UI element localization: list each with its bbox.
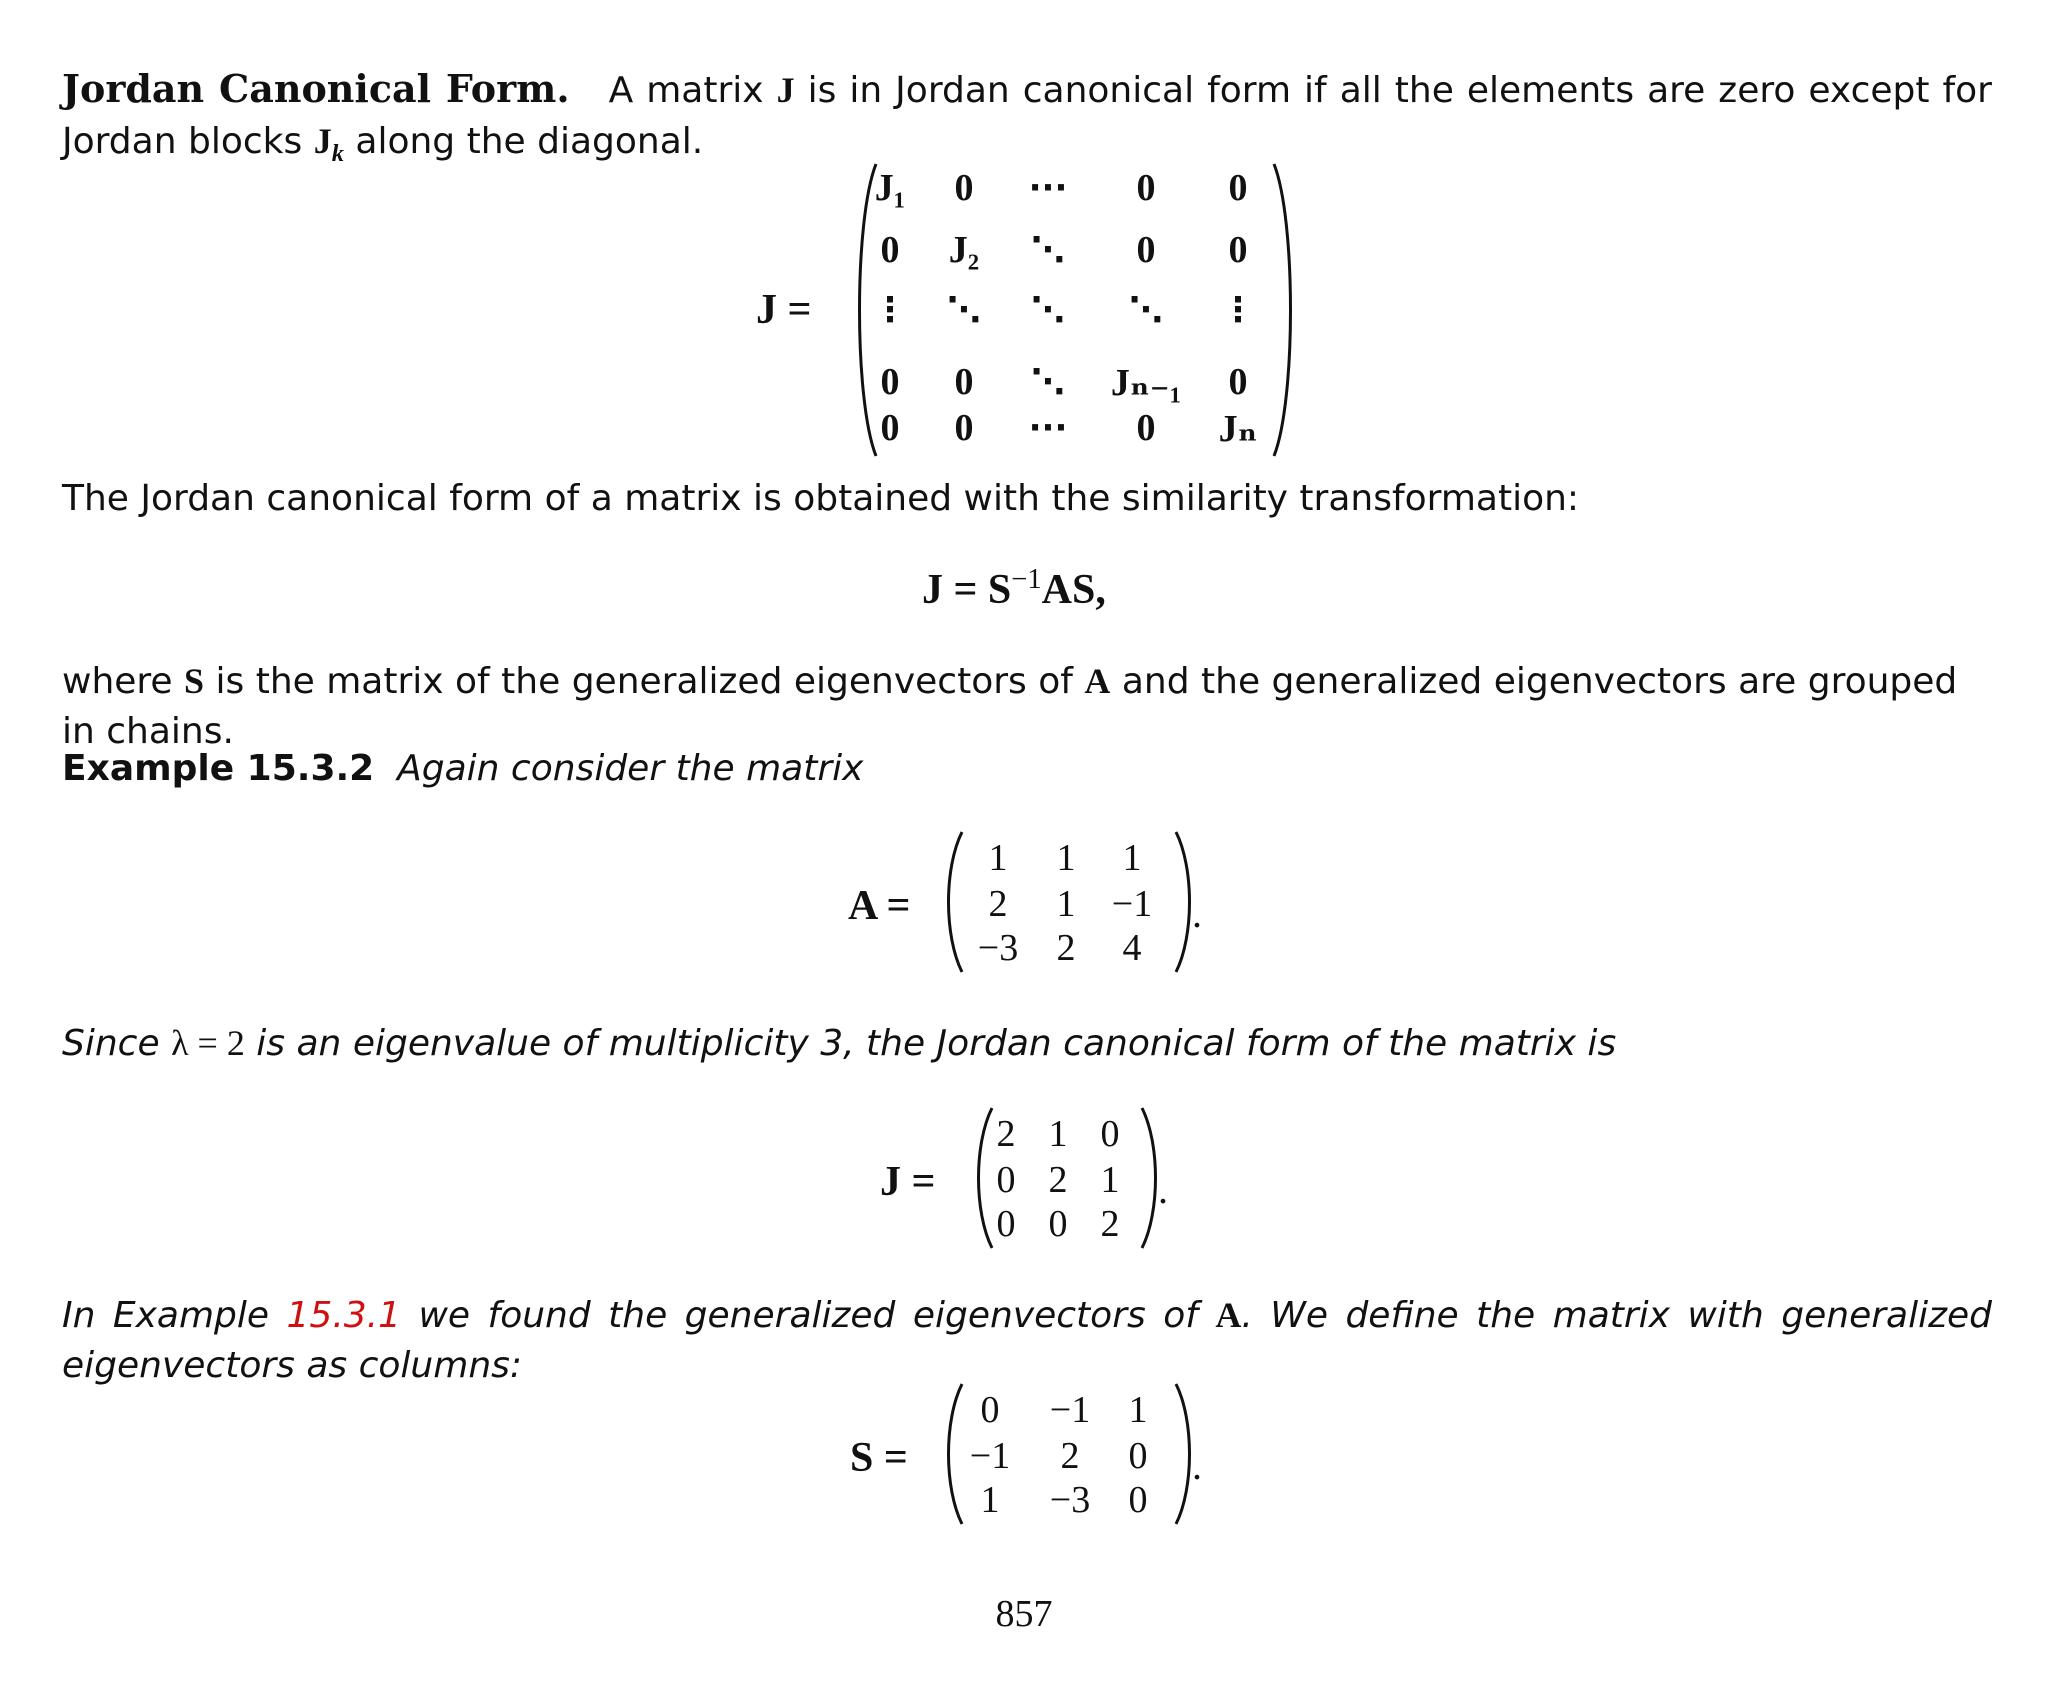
matrix-A-period: . [1192, 891, 1202, 936]
matrix-cell: ⋱ [1129, 290, 1163, 330]
matrix-cell: 4 [1122, 927, 1142, 969]
matrix-cell: 0 [1100, 1113, 1120, 1155]
matrix-cell: 2 [996, 1113, 1016, 1155]
matrix-cell: 2 [1100, 1203, 1120, 1245]
matrix-cell: 2 [1048, 1159, 1068, 1201]
matrix-cell: 0 [880, 229, 900, 271]
symbol-A: A [1084, 661, 1111, 701]
matrix-cell: −1 [1049, 1389, 1091, 1431]
matrix-cell: 0 [880, 407, 900, 449]
left-paren [940, 1380, 966, 1528]
matrix-S-lhs: S = [850, 1435, 908, 1481]
matrix-cell: −3 [977, 927, 1019, 969]
matrix-cell: 1 [1056, 837, 1076, 879]
in-example-paragraph: In Example 15.3.1 we found the generalized eigenvectors of A. We define the matrix with generalized eigenvectors as columns: [62, 1295, 1992, 1386]
matrix-cell: 0 [1048, 1203, 1068, 1245]
matrix-cell: ··· [1028, 408, 1068, 448]
left-paren [970, 1104, 996, 1252]
lambda-equation: λ = 2 [171, 1023, 245, 1063]
matrix-cell: 0 [980, 1389, 1000, 1431]
matrix-cell: 1 [1048, 1113, 1068, 1155]
matrix-cell: 0 [996, 1203, 1016, 1245]
matrix-cell: −1 [1111, 883, 1153, 925]
matrix-cell: 0 [1136, 407, 1156, 449]
definition-text-3: along the diagonal. [355, 121, 704, 162]
example-link[interactable]: 15.3.1 [286, 1295, 402, 1336]
example-label: Example 15.3.2 [62, 748, 375, 789]
similarity-paragraph: The Jordan canonical form of a matrix is obtained with the similarity transformation: [62, 478, 1580, 519]
symbol-S: S [184, 661, 205, 701]
matrix-cell: ⋱ [1031, 362, 1065, 402]
symbol-A: A [1215, 1295, 1242, 1335]
block-matrix-lhs: J = [756, 287, 812, 333]
matrix-cell: 0 [1128, 1435, 1148, 1477]
matrix-S-period: . [1192, 1443, 1202, 1488]
definition-paragraph [62, 64, 1992, 167]
example-text: Again consider the matrix [397, 748, 864, 789]
matrix-cell: 0 [1136, 167, 1156, 209]
matrix-cell: 1 [1100, 1159, 1120, 1201]
matrix-cell: Jₙ [1218, 408, 1258, 450]
matrix-cell: 0 [1136, 229, 1156, 271]
matrix-cell: 1 [980, 1479, 1000, 1521]
matrix-cell: Jₙ₋₁ [1110, 362, 1182, 404]
definition-text-1: A matrix [608, 70, 764, 111]
matrix-cell: ⋱ [1031, 230, 1065, 270]
matrix-cell: J₂ [948, 229, 980, 271]
matrix-cell: ⋮ [873, 290, 907, 330]
matrix-cell: ⋮ [1221, 290, 1255, 330]
similarity-equation: $J = S^{-1}AS$, [922, 564, 1106, 613]
matrix-cell: 1 [988, 837, 1008, 879]
matrix-cell: 2 [988, 883, 1008, 925]
matrix-cell: J₁ [874, 167, 906, 209]
right-paren [1270, 160, 1300, 460]
page-number: 857 [995, 1593, 1053, 1635]
matrix-cell: 2 [1060, 1435, 1080, 1477]
matrix-cell: 1 [1056, 883, 1076, 925]
matrix-cell: 2 [1056, 927, 1076, 969]
matrix-A-lhs: A = [848, 883, 911, 929]
matrix-cell: 0 [1228, 167, 1248, 209]
matrix-cell: 0 [880, 361, 900, 403]
matrix-cell: −3 [1049, 1479, 1091, 1521]
matrix-cell: 0 [1128, 1479, 1148, 1521]
since-paragraph: Since λ = 2 is an eigenvalue of multiplicity 3, the Jordan canonical form of the matrix is [62, 1023, 1617, 1064]
definition-text-2: is in Jordan canonical form if all the elements are zero except for Jordan blocks [62, 70, 1992, 162]
left-paren [940, 828, 966, 976]
definition-title: Jordan Canonical Form. [62, 66, 570, 111]
matrix-J-period: . [1158, 1167, 1168, 1212]
matrix-cell: ⋱ [947, 290, 981, 330]
matrix-cell: 0 [954, 361, 974, 403]
matrix-cell: 1 [1122, 837, 1142, 879]
symbol-Jk: $J_k$ [313, 121, 344, 168]
example-paragraph [62, 744, 1992, 794]
matrix-cell: 0 [1228, 361, 1248, 403]
matrix-J-lhs: J = [880, 1159, 936, 1205]
matrix-cell: 0 [996, 1159, 1016, 1201]
symbol-J: J [776, 70, 795, 110]
matrix-cell: 0 [954, 407, 974, 449]
matrix-cell: −1 [969, 1435, 1011, 1477]
matrix-cell: ⋱ [1031, 290, 1065, 330]
matrix-cell: 0 [954, 167, 974, 209]
where-paragraph: where S is the matrix of the generalized eigenvectors of A and the generalized eigenvectors are grouped in chains. [62, 661, 1958, 752]
matrix-cell: 1 [1128, 1389, 1148, 1431]
matrix-cell: ··· [1028, 168, 1068, 208]
matrix-cell: 0 [1228, 229, 1248, 271]
